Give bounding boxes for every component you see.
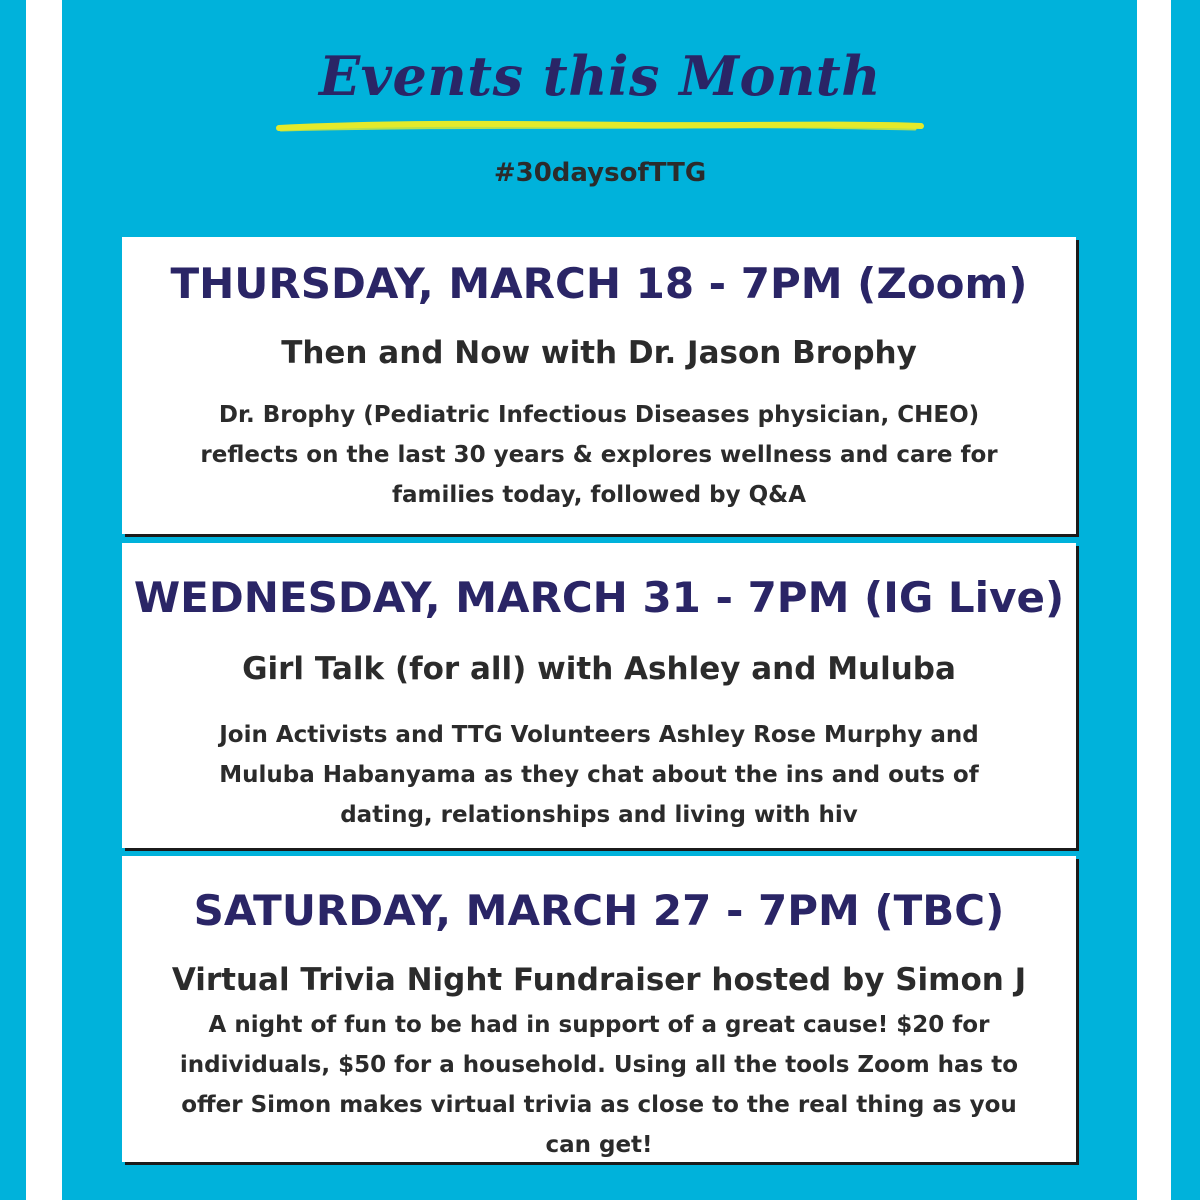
event-title: Then and Now with Dr. Jason Brophy [281,335,917,371]
event-card [122,543,1076,848]
event-date: THURSDAY, MARCH 18 - 7PM (Zoom) [170,259,1028,308]
event-card [122,237,1076,534]
hashtag: #30daysofTTG [493,158,707,188]
event-date: WEDNESDAY, MARCH 31 - 7PM (IG Live) [133,573,1065,622]
event-date: SATURDAY, MARCH 27 - 7PM (TBC) [193,886,1005,935]
event-card [122,856,1076,1162]
event-title: Virtual Trivia Night Fundraiser hosted by Simon J [171,962,1027,998]
event-description: A night of fun to be had in support of a great cause! $20 for individuals, $50 for a household. Using all the tools Zoom has to offer Simon makes virtual trivia as close to the real thing as you can get! [179,1012,1019,1158]
event-description: Join Activists and TTG Volunteers Ashley Rose Murphy and Muluba Habanyama as they chat about the ins and outs of dating, relationships and living with hiv [219,722,979,828]
event-description: Dr. Brophy (Pediatric Infectious Diseases physician, CHEO) reflects on the last 30 years & explores wellness and care for families today, followed by Q&A [200,402,998,508]
event-title: Girl Talk (for all) with Ashley and Muluba [242,651,956,687]
title-underline-highlight [275,118,925,134]
page-title: Events this Month [319,44,881,108]
